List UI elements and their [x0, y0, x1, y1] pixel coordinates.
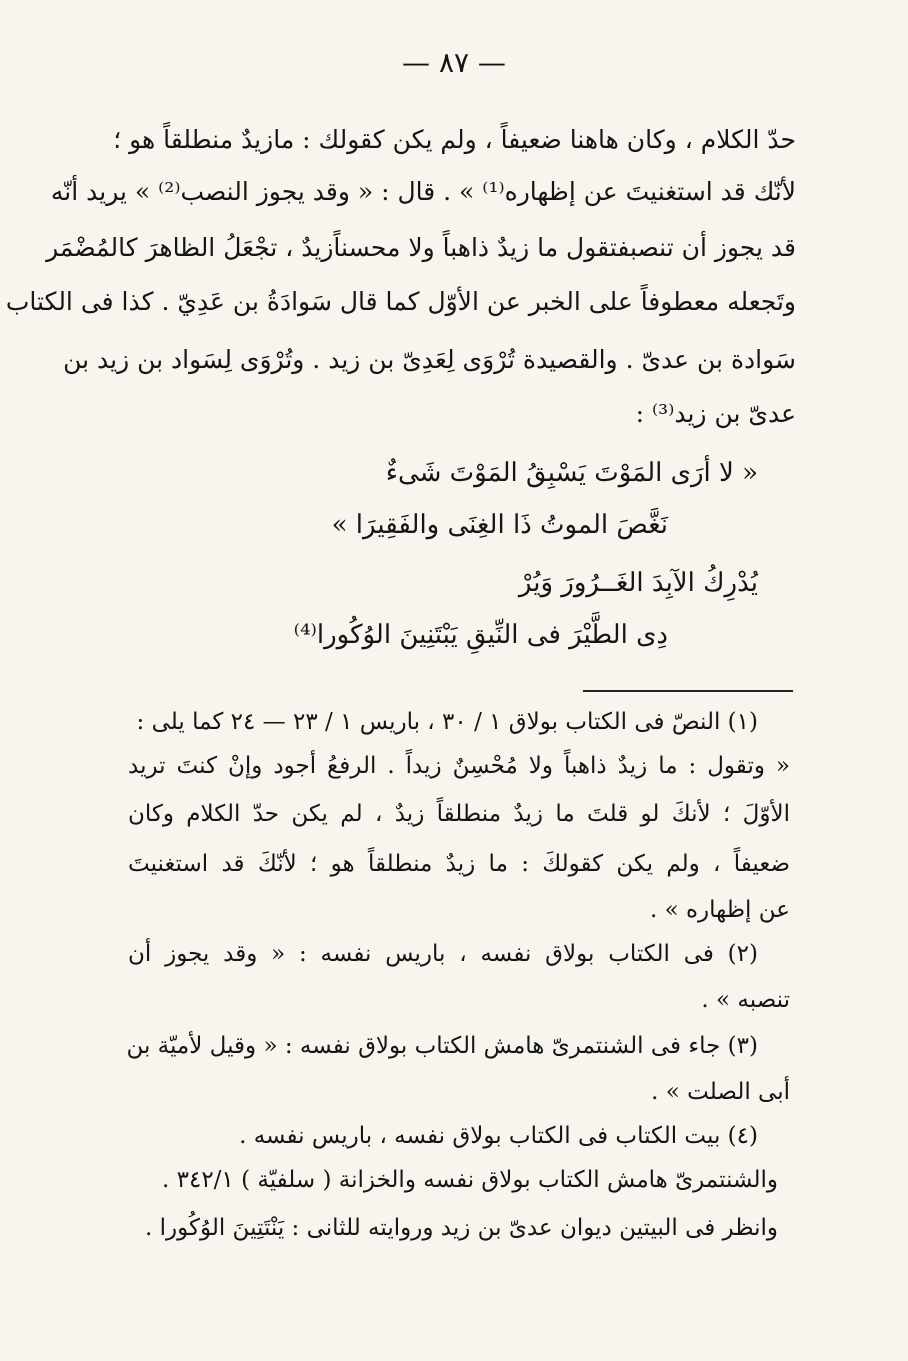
body-line: حدّ الكلام ، وكان هاهنا ضعيفاً ، ولم يكن كقولك : مازيدٌ منطلقاً هو ؛ [113, 125, 796, 154]
footnote-line: (٢) فى الكتاب بولاق نفسه ، باريس نفسه : « وقد يجوز أن [128, 941, 758, 967]
body-line: سَوادة بن عدىّ . والقصيدة تُرْوَى لِعَدِىّ بن زيد . وتُرْوَى لِسَواد بن زيد بن [63, 345, 796, 374]
footnote-line: ضعيفاً ، ولم يكن كقولكَ : ما زيدٌ منطلقاً هو ؛ لأنّكَ قد استغنيتَ [128, 851, 790, 877]
footnote-line: أبى الصلت » . [651, 1079, 790, 1105]
verse-line: يُدْرِكُ الآبِدَ الغَــرُورَ وَيُرْ [518, 568, 758, 598]
footnote-line: (٤) بيت الكتاب فى الكتاب بولاق نفسه ، باريس نفسه . [239, 1123, 758, 1149]
body-line: لأنّك قد استغنيتَ عن إظهاره⁽¹⁾ » . قال : « وقد يجوز النصب⁽²⁾ » يريد أنّه [50, 177, 796, 206]
footnote-line: وانظر فى البيتين ديوان عدىّ بن زيد وروايته للثانى : يَنْتَتِينَ الوُكُورا . [145, 1215, 778, 1241]
footnote-line: « وتقول : ما زيدٌ ذاهباً ولا مُحْسِنٌ زيداً . الرفعُ أجود وإنْ كنتَ تريد [128, 753, 790, 779]
page-number: — ٨٧ — [402, 46, 506, 79]
verse-line: نَغَّصَ الموتُ ذَا الغِنَى والفَقِيرَا » [331, 510, 668, 540]
footnote-line: (١) النصّ فى الكتاب بولاق ١ / ٣٠ ، باريس ١ / ٢٣ — ٢٤ كما يلى : [136, 709, 758, 735]
footnote-line: والشنتمرىّ هامش الكتاب بولاق نفسه والخزانة ( سلفيّة ) ٣٤٢/١ . [161, 1167, 778, 1193]
body-line: وتَجعله معطوفاً على الخبر عن الأوّل كما قال سَوادَةُ بن عَدِيّ . كذا فى الكتاب [5, 287, 796, 316]
body-line: قد يجوز أن تنصبفتقول ما زيدٌ ذاهباً ولا محسناًزيدٌ ، تجْعَلُ الظاهرَ كالمُضْمَر [46, 233, 796, 262]
body-line: عدىّ بن زيد⁽³⁾ : [635, 399, 796, 428]
footnote-line: عن إظهاره » . [649, 897, 790, 923]
footnote-line: الأوّلَ ؛ لأنكَ لو قلتَ ما زيدٌ منطلقاً زيدٌ ، لم يكن حدّ الكلام وكان [128, 801, 790, 827]
footnote-divider [583, 690, 793, 692]
footnote-line: تنصبه » . [701, 987, 790, 1013]
footnote-line: (٣) جاء فى الشنتمرىّ هامش الكتاب بولاق نفسه : « وقيل لأميّة بن [126, 1033, 758, 1059]
verse-line: « لا أرَى المَوْتَ يَسْبِقُ المَوْتَ شَىءٌ [385, 458, 758, 488]
verse-line: دِى الطَّيْرَ فى النِّيقِ يَبْتَنِينَ الوُكُورا⁽⁴⁾ [293, 620, 668, 650]
